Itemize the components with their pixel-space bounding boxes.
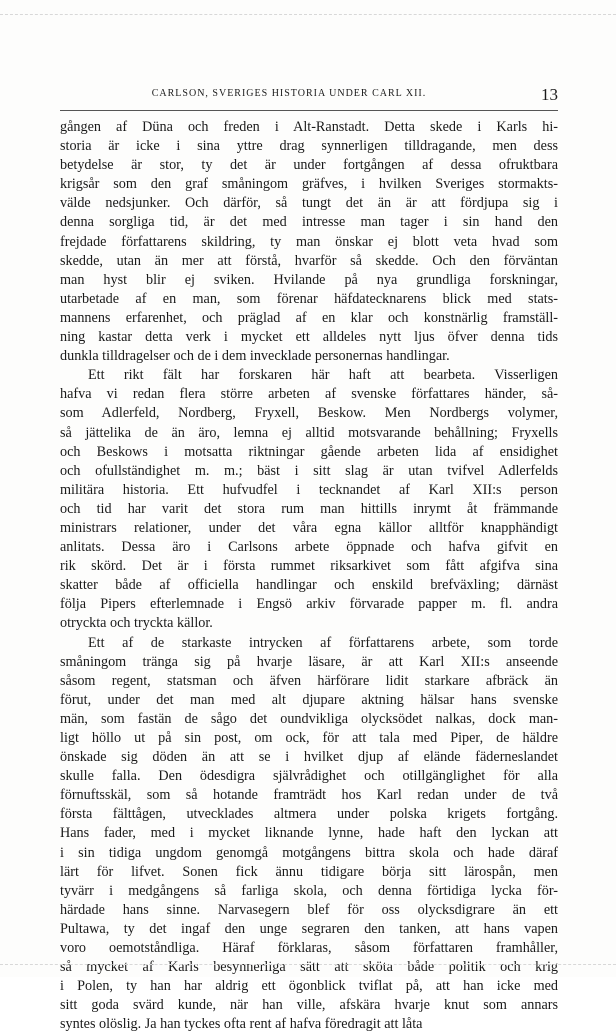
text-line: så jättelika de än äro, lemna ej alltid motsvarande behållning; Fryxells <box>60 424 558 441</box>
text-line: otryckta och tryckta källor. <box>60 615 213 632</box>
text-line: rik skörd. Det är i första rummet riksarkivet som fått afgifva sina <box>60 558 558 575</box>
paragraph <box>60 118 558 366</box>
text-line: tyvärr i medgångens så farliga skola, och denna förtidiga lycka för- <box>60 882 558 899</box>
text-line: dunkla tilldragelser och de i dem invecklade personernas handlingar. <box>60 348 450 365</box>
text-line: betydelse är stor, ty det är under fortgången af dessa ofruktbara <box>60 157 558 174</box>
paragraph <box>60 634 558 1035</box>
header-rule <box>60 110 558 111</box>
text-line: frejdade författarens skildring, ty man önskar ej blott veta hvad som <box>60 233 558 250</box>
text-line: önskade sig döden än att se i hvilket djup af elände fäderneslandet <box>60 749 558 766</box>
text-line: utarbetade af en man, som förenar häfdatecknarens blick med stats- <box>60 290 558 307</box>
scan-edge-bottom <box>0 964 616 965</box>
paragraph <box>60 366 558 633</box>
text-line: mannens erfarenhet, och präglad af en klar och konstnärlig framställ- <box>60 309 558 326</box>
text-line: Ett af de starkaste intrycken af författarens arbete, som torde <box>88 634 558 651</box>
text-line: skulle falla. Den ödesdigra självrådighet och otillgänglighet för alla <box>60 768 558 785</box>
page-number: 13 <box>541 85 558 104</box>
text-line: sitt goda svärd kunde, när han ville, afskära hvarje knut som annars <box>60 997 558 1014</box>
text-line: såsom regent, statsman och äfven härförare lidit starkare afbräck än <box>60 672 558 689</box>
text-line: krigsår som den graf småningom gräfves, i hvilken Sveriges stormakts- <box>60 176 558 193</box>
text-line: militära historia. Ett hufvudfel i tecknandet af Karl XII:s person <box>60 481 558 498</box>
text-line: välde nedsjunker. Och därför, så tungt det än är att fördjupa sig i <box>60 195 558 212</box>
text-line: i Polen, ty han har aldrig ett ögonblick tviflat på, att han icke med <box>60 978 558 995</box>
text-line: härdade hans sinne. Narvasegern blef för oss olycksdigrare än ett <box>60 901 558 918</box>
text-line: män, som fastän de sågo det oundvikliga olycksödet nalkas, dock man- <box>60 710 558 727</box>
text-line: förnuftsskäl, som så hotande framträdt hos Karl redan under de två <box>60 787 558 804</box>
text-line: ligt höllo ut på sin post, om ock, för att tala med Piper, de häldre <box>60 730 558 746</box>
text-line: Ett rikt fält har forskaren här haft att bearbeta. Visserligen <box>88 367 558 384</box>
text-line: och Beskows i motsatta riktningar gående arbeten lida af ensidighet <box>60 443 558 460</box>
text-line: ning kastar detta verk i mycket ett alldeles nytt ljus öfver denna tids <box>60 329 558 346</box>
text-line: så mycket af Karls besynnerliga sätt att sköta både politik och krig <box>60 959 558 976</box>
text-line: Hans fader, med i mycket liknande lynne, hade haft den lyckan att <box>60 825 558 842</box>
text-line: och ofullständighet m. m.; bäst i sitt slag är utan tvifvel Adlerfelds <box>60 462 558 479</box>
text-line: förut, under det man med alt djupare aktning hälsar hans svenske <box>60 691 558 708</box>
text-line: voro oemotståndliga. Häraf förklaras, såsom författaren framhåller, <box>60 940 558 957</box>
text-line: som Adlerfeld, Nordberg, Fryxell, Beskow. Men Nordbergs volymer, <box>60 405 558 422</box>
text-line: skedde, utan än mer att förstå, hvarför så skedde. Och den förväntan <box>60 252 558 269</box>
text-line: syntes olöslig. Ja han tyckes ofta rent af hafva föredragit att låta <box>60 1016 423 1033</box>
text-line: denna sorgliga tid, är det med intresse man tager i sin hand den <box>60 214 558 231</box>
text-line: lärt för lifvet. Sonen fick ännu tidigare börja sitt lärospån, men <box>60 863 558 880</box>
text-line: och tid har varit det stora rum man hittills inrymt åt främmande <box>60 500 558 517</box>
running-title: CARLSON, SVERIGES HISTORIA UNDER CARL XII. <box>151 88 427 99</box>
body-text <box>60 118 558 1035</box>
text-line: gången af Düna och freden i Alt-Ranstadt. Detta skede i Karls hi- <box>60 119 558 135</box>
text-line: anlitats. Dessa äro i Carlsons arbete öppnade och hafva gifvit en <box>60 539 558 556</box>
text-line: småningom tränga sig på hvarje läsare, är att Karl XII:s anseende <box>60 653 558 670</box>
text-line: storia är icke i sina yttre drag synnerligen tilldragande, men dess <box>60 138 558 155</box>
text-line: i sin tidiga ungdom genomgå motgångens bittra skola och hade däraf <box>60 844 558 861</box>
text-line: skatter både af officiella handlingar och enskild brefväxling; därnäst <box>60 577 558 594</box>
text-line: ministrars relationer, under det våra egna källor alltför knapphändigt <box>60 519 558 536</box>
text-line: man hyst blir ej sviken. Hvilande på nya grundliga forskningar, <box>60 271 558 288</box>
text-line: hafva vi redan flera större arbeten af svenske författares händer, så- <box>60 386 558 403</box>
text-line: Pultawa, ty det ingaf den unge segraren den tanken, att hans vapen <box>60 920 558 937</box>
text-line: följa Pipers efterlemnade i Engsö arkiv förvarade papper m. fl. andra <box>60 596 558 613</box>
running-head <box>60 85 558 107</box>
text-line: första fälttågen, utvecklades altmera under polska krigets fortgång. <box>60 806 558 823</box>
scan-edge-top <box>0 14 616 15</box>
